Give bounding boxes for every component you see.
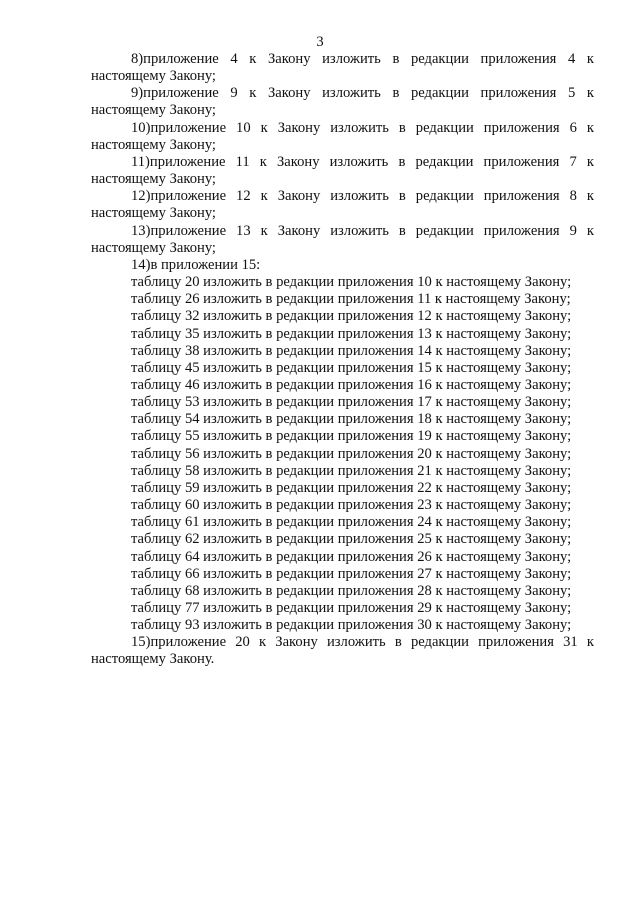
document-body: [91, 51, 594, 669]
table-amendment-item: таблицу 56 изложить в редакции приложения 20 к настоящему Закону;: [131, 445, 572, 462]
table-amendment-item: таблицу 93 изложить в редакции приложения 30 к настоящему Закону;: [131, 617, 572, 634]
table-amendment-item: таблицу 66 изложить в редакции приложения 27 к настоящему Закону;: [131, 565, 572, 582]
list-item-14-heading: 14)в приложении 15:: [131, 256, 261, 273]
page-number: 3: [316, 34, 324, 50]
list-item-9: 9)приложение 9 к Закону изложить в редакции приложения 5 к настоящему Закону;: [91, 85, 594, 119]
table-amendment-item: таблицу 53 изложить в редакции приложения 17 к настоящему Закону;: [131, 394, 572, 411]
table-amendment-item: таблицу 77 изложить в редакции приложения 29 к настоящему Закону;: [131, 600, 572, 616]
table-amendment-item: таблицу 26 изложить в редакции приложения 11 к настоящему Закону;: [131, 291, 571, 308]
table-amendment-item: таблицу 68 изложить в редакции приложения 28 к настоящему Закону;: [131, 582, 572, 599]
table-amendment-item: таблицу 54 изложить в редакции приложения 18 к настоящему Закону;: [131, 411, 572, 428]
table-amendment-item: таблицу 32 изложить в редакции приложения 12 к настоящему Закону;: [131, 308, 572, 325]
table-amendment-item: таблицу 55 изложить в редакции приложения 19 к настоящему Закону;: [131, 428, 572, 445]
list-item-13: 13)приложение 13 к Закону изложить в редакции приложения 9 к настоящему Закону;: [91, 222, 594, 256]
table-amendment-item: таблицу 60 изложить в редакции приложения 23 к настоящему Закону;: [131, 497, 572, 514]
list-item-12: 12)приложение 12 к Закону изложить в редакции приложения 8 к настоящему Закону;: [91, 188, 594, 222]
table-amendment-item: таблицу 35 изложить в редакции приложения 13 к настоящему Закону;: [131, 325, 572, 342]
table-amendment-item: таблицу 46 изложить в редакции приложения 16 к настоящему Закону;: [131, 376, 572, 393]
table-amendment-item: таблицу 20 изложить в редакции приложения 10 к настоящему Закону;: [131, 274, 572, 291]
table-amendment-item: таблицу 62 изложить в редакции приложения 25 к настоящему Закону;: [131, 531, 572, 548]
table-amendments-list: [91, 274, 594, 634]
table-amendment-item: таблицу 38 изложить в редакции приложения 14 к настоящему Закону;: [131, 342, 572, 359]
table-amendment-item: таблицу 61 изложить в редакции приложения 24 к настоящему Закону;: [131, 514, 572, 531]
table-amendment-item: таблицу 64 изложить в редакции приложения 26 к настоящему Закону;: [131, 548, 572, 565]
list-item-8: 8)приложение 4 к Закону изложить в редакции приложения 4 к настоящему Закону;: [91, 51, 594, 85]
table-amendment-item: таблицу 59 изложить в редакции приложения 22 к настоящему Закону;: [131, 479, 572, 496]
list-item-10: 10)приложение 10 к Закону изложить в редакции приложения 6 к настоящему Закону;: [91, 119, 594, 153]
list-item-11: 11)приложение 11 к Закону изложить в редакции приложения 7 к настоящему Закону;: [91, 153, 594, 188]
table-amendment-item: таблицу 58 изложить в редакции приложения 21 к настоящему Закону;: [131, 462, 572, 479]
list-item-15: 15)приложение 20 к Закону изложить в редакции приложения 31 к настоящему Закону.: [91, 634, 594, 668]
table-amendment-item: таблицу 45 изложить в редакции приложения 15 к настоящему Закону;: [131, 359, 572, 376]
